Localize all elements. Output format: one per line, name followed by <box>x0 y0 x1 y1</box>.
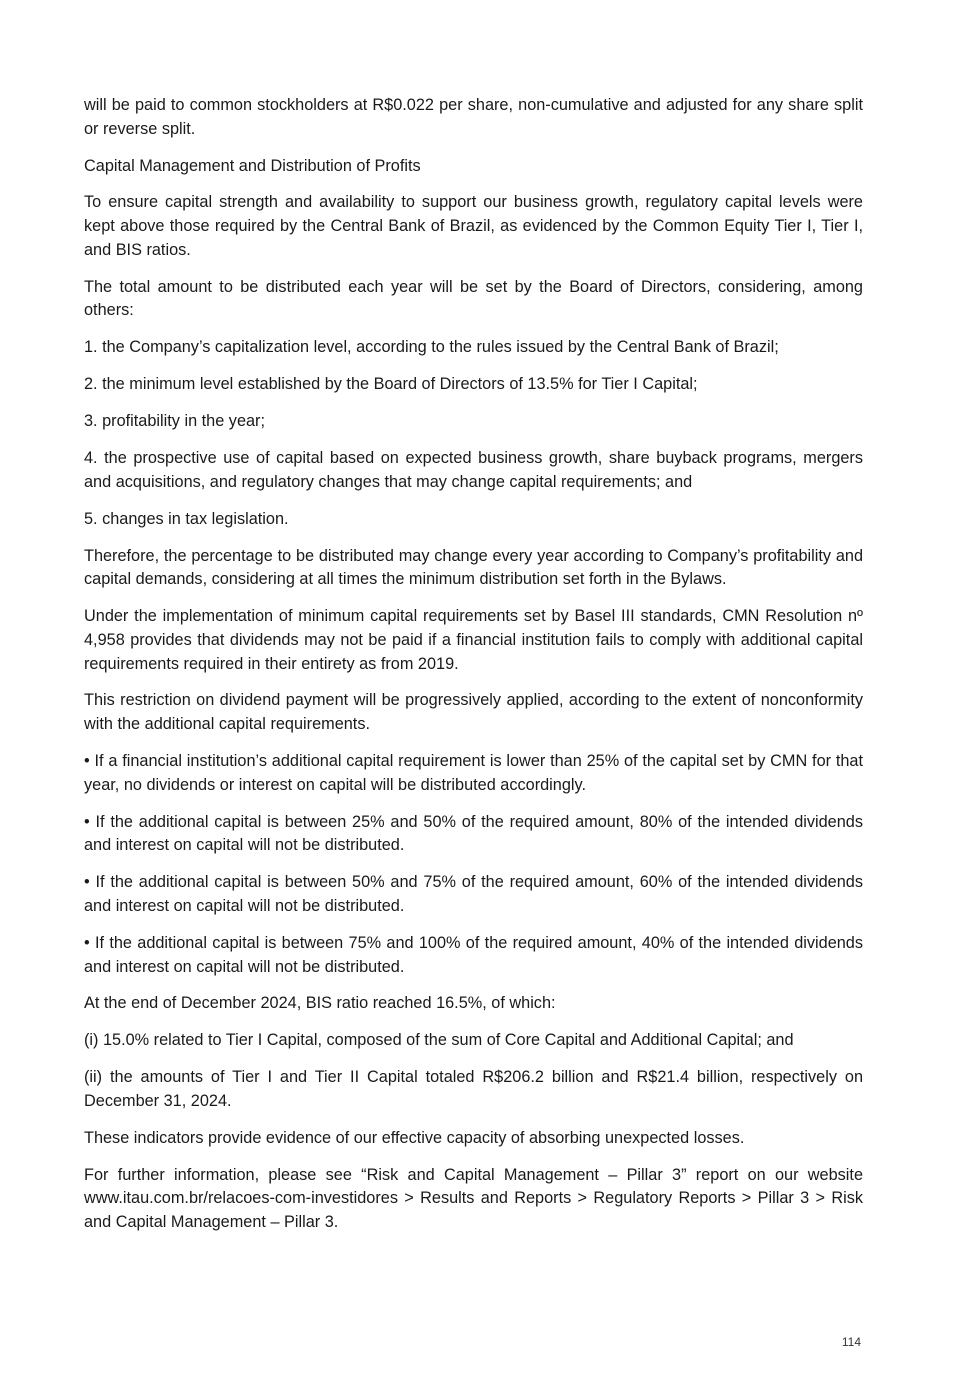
paragraph-dividend-terms: will be paid to common stockholders at R$0.022 per share, non-cumulative and adjusted for any share split or reverse split. <box>84 96 863 138</box>
list-item-capitalization-level: 1. the Company’s capitalization level, according to the rules issued by the Central Bank of Brazil; <box>84 338 779 357</box>
paragraph-bis-ratio: At the end of December 2024, BIS ratio reached 16.5%, of which: <box>84 994 556 1013</box>
paragraph-percentage-change: Therefore, the percentage to be distributed may change every year according to Company’s profitability and capital demands, considering at all times the minimum distribution set forth in the Bylaws. <box>84 546 863 589</box>
bullet-item-50-75: • If the additional capital is between 50% and 75% of the required amount, 60% of the intended dividends and interest on capital will not be distributed. <box>84 873 863 915</box>
list-item-tier1-share: (i) 15.0% related to Tier I Capital, composed of the sum of Core Capital and Additional Capital; and <box>84 1031 794 1050</box>
list-item-prospective-use: 4. the prospective use of capital based on expected business growth, share buyback programs, mergers and acquisitions, and regulatory changes that may change capital requirements; and <box>84 449 863 491</box>
paragraph-capital-strength: To ensure capital strength and availability to support our business growth, regulatory capital levels were kept above those required by the Central Bank of Brazil, as evidenced by the Common Equity Tier I, Tier I, and BIS ratios. <box>84 193 863 259</box>
section-heading-capital-management: Capital Management and Distribution of Profits <box>84 156 421 175</box>
list-item-profitability: 3. profitability in the year; <box>84 412 265 431</box>
list-item-tax-legislation: 5. changes in tax legislation. <box>84 509 289 528</box>
document-body <box>84 94 863 1248</box>
paragraph-total-distribution: The total amount to be distributed each year will be set by the Board of Directors, considering, among others: <box>84 277 863 320</box>
bullet-item-under-25: • If a financial institution’s additional capital requirement is lower than 25% of the capital set by CMN for that year, no dividends or interest on capital will be distributed accordingly. <box>84 752 863 794</box>
list-item-minimum-tier1: 2. the minimum level established by the Board of Directors of 13.5% for Tier I Capital; <box>84 375 698 394</box>
list-item-tier-amounts: (ii) the amounts of Tier I and Tier II Capital totaled R$206.2 billion and R$21.4 billion, respectively on December 31, 2024. <box>84 1068 863 1110</box>
bullet-item-25-50: • If the additional capital is between 25% and 50% of the required amount, 80% of the intended dividends and interest on capital will not be distributed. <box>84 812 863 855</box>
paragraph-indicators: These indicators provide evidence of our effective capacity of absorbing unexpected losses. <box>84 1128 745 1147</box>
paragraph-further-information: For further information, please see “Risk and Capital Management – Pillar 3” report on our website www.itau.com.br/relacoes-com-investidores > Results and Reports > Regulatory Reports > Pillar 3 > Risk and Capital Management – Pillar 3. <box>84 1165 863 1232</box>
bullet-item-75-100: • If the additional capital is between 75% and 100% of the required amount, 40% of the intended dividends and interest on capital will not be distributed. <box>84 933 863 976</box>
paragraph-restriction: This restriction on dividend payment will be progressively applied, according to the extent of nonconformity with the additional capital requirements. <box>84 691 863 734</box>
paragraph-basel-iii: Under the implementation of minimum capital requirements set by Basel III standards, CMN Resolution nº 4,958 provides that dividends may not be paid if a financial institution fails to comply with additional capital requirements required in their entirety as from 2019. <box>84 607 863 673</box>
page-number: 114 <box>841 1335 861 1349</box>
